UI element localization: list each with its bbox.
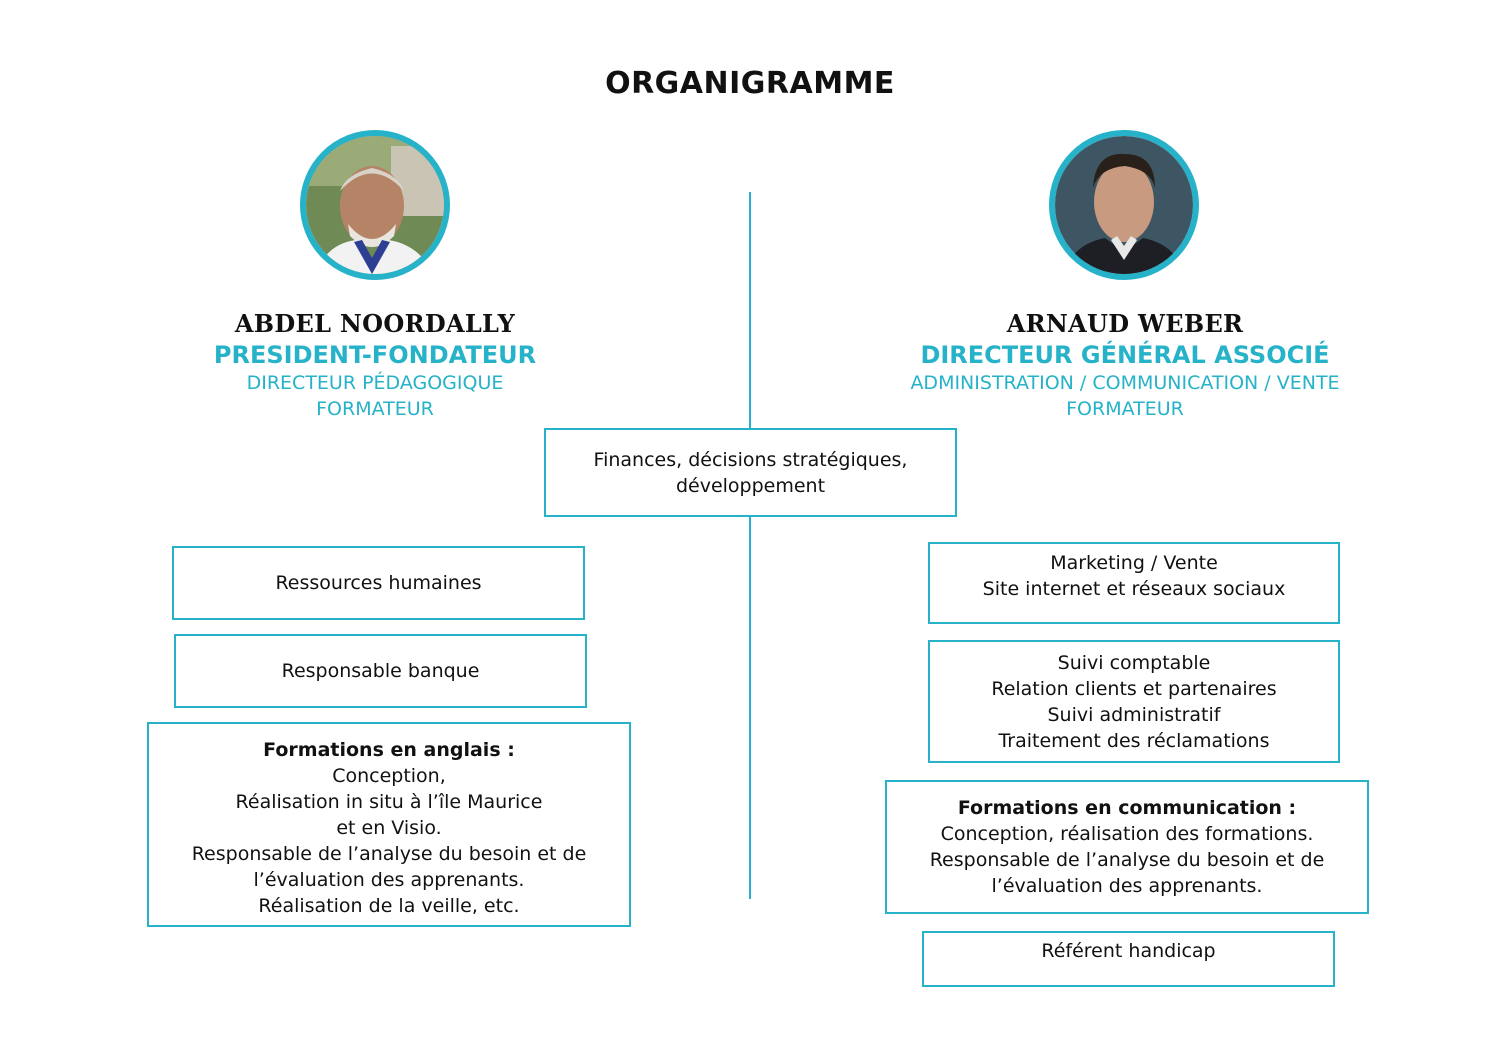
box-line: l’évaluation des apprenants. (991, 875, 1263, 897)
box-line: Finances, décisions stratégiques, (593, 448, 908, 471)
center-divider-line (749, 192, 751, 899)
role-box-marketing-vente (928, 542, 1340, 624)
box-line: Site internet et réseaux sociaux (982, 578, 1286, 600)
role-box-formations-anglais (147, 722, 631, 927)
box-line: Responsable de l’analyse du besoin et de (929, 849, 1325, 871)
person-name: ARNAUD WEBER (1006, 309, 1244, 338)
box-line: Conception, réalisation des formations. (940, 823, 1314, 845)
box-line: Responsable banque (281, 660, 480, 682)
person-subtitle: DIRECTEUR PÉDAGOGIQUE (246, 372, 504, 394)
role-box-suivi-comptable (928, 640, 1340, 763)
box-line: Traitement des réclamations (998, 729, 1270, 752)
page-title: ORGANIGRAMME (605, 66, 895, 101)
box-line: et en Visio. (336, 817, 442, 839)
box-line: Référent handicap (1041, 940, 1216, 962)
portrait-photo-left (306, 136, 444, 274)
shared-responsibilities-box (544, 428, 957, 517)
role-box-formations-communication (885, 780, 1369, 914)
box-line: Responsable de l’analyse du besoin et de (191, 843, 587, 865)
person-right (815, 309, 1435, 423)
role-box-referent-handicap (922, 931, 1335, 987)
person-subtitle: FORMATEUR (1066, 398, 1184, 420)
avatar-abdel-noordally (300, 130, 450, 280)
person-title: PRESIDENT-FONDATEUR (213, 341, 537, 369)
person-left (65, 309, 685, 423)
box-line: Marketing / Vente (1050, 552, 1218, 574)
box-line: Réalisation in situ à l’île Maurice (235, 791, 543, 813)
box-line: Réalisation de la veille, etc. (258, 895, 520, 917)
person-title: DIRECTEUR GÉNÉRAL ASSOCIÉ (920, 341, 1330, 369)
person-subtitle: ADMINISTRATION / COMMUNICATION / VENTE (910, 372, 1340, 394)
box-line: Suivi comptable (1057, 651, 1211, 674)
box-line: l’évaluation des apprenants. (253, 869, 525, 891)
role-box-ressources-humaines (172, 546, 585, 620)
portrait-photo-right (1055, 136, 1193, 274)
box-heading: Formations en communication : (957, 797, 1297, 819)
avatar-arnaud-weber (1049, 130, 1199, 280)
person-subtitle: FORMATEUR (316, 398, 434, 420)
box-line: Ressources humaines (275, 572, 482, 594)
person-name: ABDEL NOORDALLY (234, 309, 516, 338)
box-line: Relation clients et partenaires (991, 677, 1277, 700)
box-line: Conception, (332, 765, 446, 787)
box-line: développement (675, 474, 826, 497)
role-box-responsable-banque (174, 634, 587, 708)
box-line: Suivi administratif (1047, 703, 1221, 726)
box-heading: Formations en anglais : (263, 739, 515, 761)
